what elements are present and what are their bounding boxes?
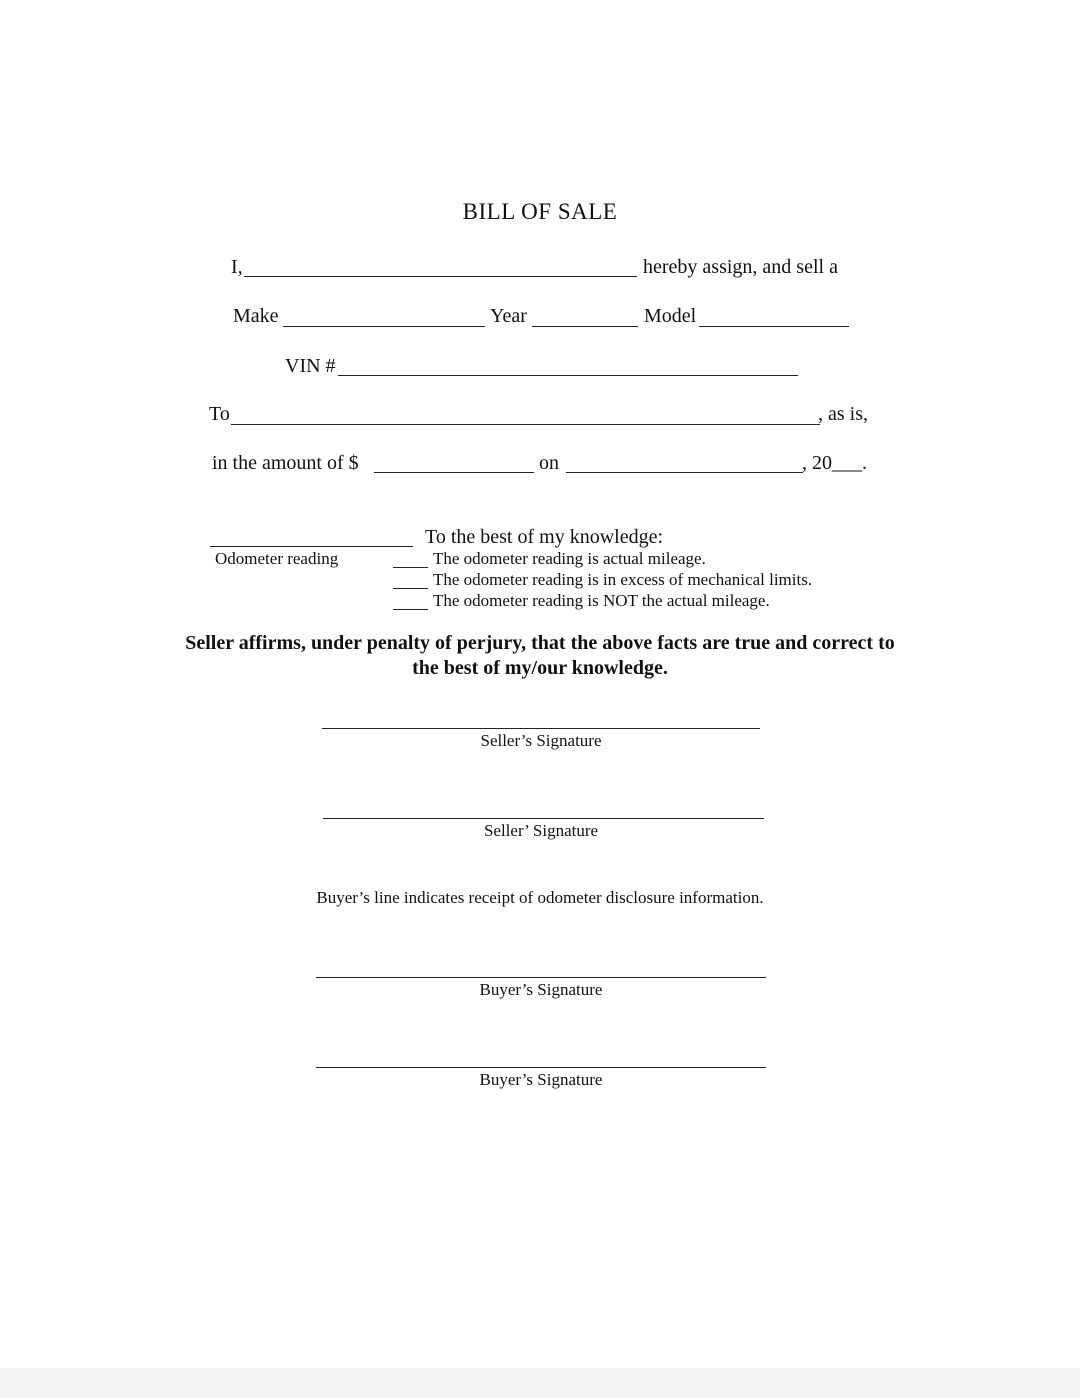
seller-prefix: I, xyxy=(231,256,243,278)
seller-signature-line[interactable] xyxy=(322,728,760,729)
year-suffix: ___. xyxy=(832,452,867,474)
assign-text: hereby assign, and sell a xyxy=(643,256,838,278)
odometer-option-label: The odometer reading is actual mileage. xyxy=(433,549,706,568)
model-field[interactable] xyxy=(699,326,849,327)
affirmation-line-2: the best of my/our knowledge. xyxy=(412,657,668,679)
buyer-note: Buyer’s line indicates receipt of odometer disclosure information. xyxy=(316,888,764,907)
odometer-label: Odometer reading xyxy=(215,549,339,568)
page-bottom-edge xyxy=(0,1368,1080,1398)
year-prefix: , 20 xyxy=(802,452,832,474)
buyer-signature-line[interactable] xyxy=(316,977,766,978)
seller-signature-line[interactable] xyxy=(323,818,764,819)
buyer-name-field[interactable] xyxy=(231,424,820,425)
affirmation-line-1: Seller affirms, under penalty of perjury, that the above facts are true and correct to xyxy=(185,632,895,654)
year-field[interactable] xyxy=(532,326,638,327)
buyer-signature-label: Buyer’s Signature xyxy=(479,980,603,999)
on-label: on xyxy=(539,452,559,474)
vin-label: VIN # xyxy=(285,355,336,377)
to-label: To xyxy=(209,403,230,425)
odometer-option-checkbox[interactable] xyxy=(393,609,428,610)
make-label: Make xyxy=(233,305,279,327)
buyer-signature-label: Buyer’s Signature xyxy=(479,1070,603,1089)
odometer-option-checkbox[interactable] xyxy=(393,588,428,589)
as-is-text: , as is, xyxy=(818,403,868,425)
vin-field[interactable] xyxy=(338,375,798,376)
seller-signature-label: Seller’ Signature xyxy=(483,821,599,840)
model-label: Model xyxy=(644,305,697,327)
odometer-option-checkbox[interactable] xyxy=(393,567,428,568)
amount-field[interactable] xyxy=(374,472,534,473)
seller-signature-label: Seller’s Signature xyxy=(480,731,602,750)
date-field[interactable] xyxy=(566,472,803,473)
make-field[interactable] xyxy=(283,326,485,327)
odometer-option-label: The odometer reading is NOT the actual mileage. xyxy=(433,591,770,610)
odometer-option-label: The odometer reading is in excess of mechanical limits. xyxy=(433,570,813,589)
seller-name-field[interactable] xyxy=(244,276,637,277)
knowledge-heading: To the best of my knowledge: xyxy=(425,526,663,548)
year-label: Year xyxy=(490,305,527,327)
amount-label: in the amount of $ xyxy=(212,452,359,474)
title-text: BILL OF SALE xyxy=(462,199,618,224)
page-title xyxy=(0,199,1080,225)
odometer-field[interactable] xyxy=(210,546,413,547)
buyer-signature-line[interactable] xyxy=(316,1067,766,1068)
